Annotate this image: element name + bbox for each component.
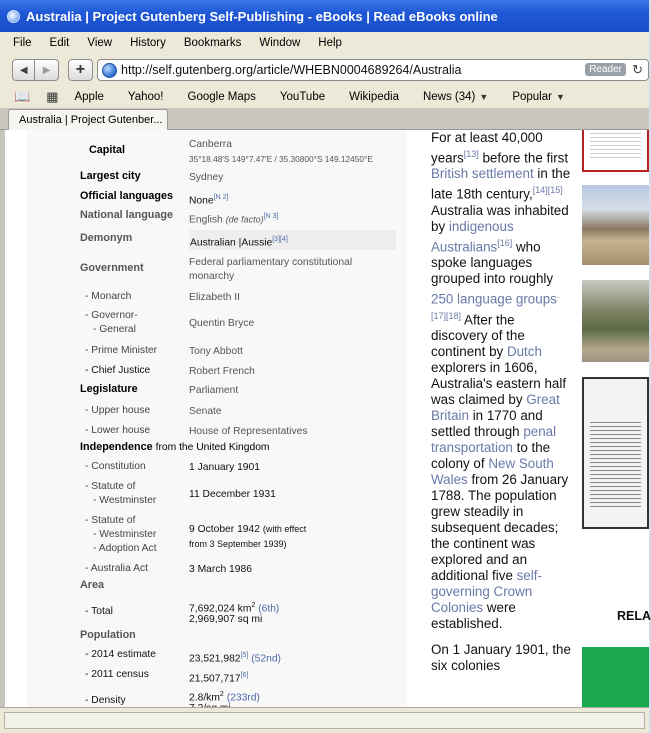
prime-minister-label: - Prime Minister	[85, 345, 157, 356]
capital-value[interactable]: Canberra	[189, 139, 232, 150]
globe-icon	[102, 63, 117, 78]
bookmark-apple[interactable]: Apple	[74, 91, 104, 103]
back-button[interactable]	[12, 59, 35, 81]
window-title: Australia | Project Gutenberg Self-Publishing - eBooks | Read eBooks online	[26, 8, 498, 24]
capital-label: Capital	[89, 144, 125, 156]
capital-coords[interactable]: 35°18.48′S 149°7.47′E / 35.30800°S 149.12450°E	[189, 154, 373, 164]
status-field	[4, 712, 645, 729]
bookmark-news-label: News (34)	[422, 91, 476, 103]
thumbnail-building-photo[interactable]	[582, 185, 649, 265]
article-body	[431, 130, 571, 684]
government-label: Government	[80, 262, 144, 274]
reload-icon[interactable]: ↻	[632, 62, 643, 77]
official-languages-note[interactable]: [N 2]	[213, 194, 229, 201]
demonym-footnote[interactable]: [3][4]	[272, 236, 288, 243]
article-paragraph-1	[431, 130, 571, 632]
density-label: - Density	[85, 695, 126, 706]
menu-bookmarks[interactable]: Bookmarks	[183, 37, 242, 49]
lower-house-label: - Lower house	[85, 425, 150, 436]
estimate-2014-footnote[interactable]: [5]	[240, 652, 249, 659]
window-titlebar	[0, 0, 649, 32]
page-content	[0, 130, 649, 707]
chief-justice-value[interactable]: Robert French	[189, 366, 255, 377]
p1-ref-16[interactable]: [16]	[497, 237, 513, 248]
link-penal-transportation[interactable]: penal transportation	[431, 424, 557, 456]
governor-general-label-line1: Governor-	[91, 310, 138, 321]
menu-history[interactable]: History	[130, 37, 166, 49]
menu-help[interactable]: Help	[318, 37, 342, 49]
p1-text-9: to the colony of	[431, 440, 551, 472]
tab-australia[interactable]: Australia | Project Gutenber...	[8, 109, 168, 130]
status-bar	[0, 707, 649, 733]
link-british-settlement[interactable]: British settlement	[431, 166, 534, 182]
official-languages-text: None	[189, 195, 214, 207]
p1-text-8: in 1770 and settled through	[431, 408, 543, 440]
p1-text-6: After the discovery of the continent by	[431, 312, 525, 360]
statute-westminster-label-line2[interactable]: - Westminster	[93, 495, 156, 506]
governor-general-label	[85, 310, 138, 321]
forward-button[interactable]	[35, 59, 58, 81]
density-sq: 2	[219, 691, 224, 698]
bookmark-yahoo[interactable]: Yahoo!	[127, 91, 164, 103]
article-paragraph-2	[431, 642, 571, 674]
bookmark-popular[interactable]	[512, 91, 565, 103]
grid-icon[interactable]: ▦	[46, 89, 59, 104]
census-2011-value	[189, 669, 248, 686]
p1-text-5: who spoke languages grouped into roughly	[431, 239, 554, 287]
related-heading: RELA	[617, 609, 651, 623]
p1-ref-17-18[interactable]: .[17][18]	[431, 290, 560, 321]
government-value-line1[interactable]: Federal parliamentary constitutional	[189, 257, 353, 268]
demonym-label: Demonym	[80, 232, 133, 244]
official-languages-value	[189, 191, 228, 208]
total-value-line2: 2,969,907 sq mi	[189, 614, 263, 625]
p2-text-1: On 1 January 1901, the six colonies	[431, 642, 571, 674]
statute-adoption-date: 9 October 1942	[189, 524, 260, 535]
menu-bar	[0, 32, 649, 54]
area-label: Area	[80, 579, 105, 591]
address-bar[interactable]	[97, 59, 649, 81]
link-dutch[interactable]: Dutch	[506, 344, 542, 360]
p1-ref-13[interactable]: [13]	[463, 149, 479, 159]
green-banner[interactable]	[582, 647, 649, 707]
statute-adoption-label-line3[interactable]: - Adoption Act	[93, 543, 157, 554]
national-language-footnote[interactable]: [N 3]	[263, 213, 279, 220]
chief-justice-label: - Chief Justice	[85, 365, 150, 376]
monarch-value[interactable]: Elizabeth II	[189, 292, 240, 303]
dropdown-arrow-icon: ▼	[479, 92, 489, 102]
link-indigenous-australians[interactable]: indigenous Australians	[431, 218, 514, 255]
right-sidebar	[580, 130, 649, 707]
p1-text-10: from 26 January 1788. The population grew steadily in subsequent decades; the continent was explored and an additional five	[431, 472, 569, 584]
statute-adoption-label-line2[interactable]: - Westminster	[93, 529, 156, 540]
national-language-value	[189, 210, 278, 227]
total-rank[interactable]: (6th)	[258, 603, 280, 615]
thumbnail-document-1-lines	[590, 130, 641, 160]
menu-view[interactable]: View	[87, 37, 113, 49]
national-language-de-facto: (de facto)	[225, 214, 264, 225]
menu-edit[interactable]: Edit	[49, 37, 70, 49]
browser-app-icon	[7, 10, 20, 23]
reader-button[interactable]: Reader	[585, 63, 626, 76]
australia-act-value: 3 March 1986	[189, 564, 252, 575]
government-value-line2[interactable]: monarchy	[189, 271, 235, 282]
population-label: Population	[80, 629, 136, 641]
demonym-text: Australian |Aussie	[190, 237, 273, 249]
bookmark-google-maps[interactable]: Google Maps	[187, 91, 256, 103]
thumbnail-document-2-title	[584, 379, 647, 413]
census-2011-footnote[interactable]: [6]	[240, 672, 249, 679]
link-250-language-groups[interactable]: 250 language groups	[431, 291, 557, 307]
statute-westminster-label-line1[interactable]: - Statute of	[85, 481, 135, 492]
upper-house-value[interactable]: Senate	[189, 406, 222, 417]
estimate-2014-label: - 2014 estimate	[85, 649, 156, 660]
plus-icon: +	[75, 61, 86, 78]
statute-adoption-label-line1[interactable]: - Statute of	[85, 515, 135, 526]
p1-text-1: For at least 40,000 years	[431, 130, 543, 166]
back-arrow-icon: ◀	[19, 64, 28, 76]
largest-city-value[interactable]: Sydney	[189, 172, 224, 183]
estimate-2014-number: 23,521,982	[189, 653, 241, 665]
lower-house-value[interactable]: House of Representatives	[189, 426, 308, 437]
total-km: 7,692,024 km	[189, 603, 252, 615]
menu-file[interactable]: File	[13, 37, 32, 49]
governor-general-label-line2: - General	[93, 324, 136, 335]
constitution-value: 1 January 1901	[189, 462, 260, 473]
p1-text-7: explorers in 1606, Australia's eastern half was claimed by	[431, 360, 567, 408]
independence-from: from the United Kingdom	[155, 442, 270, 453]
bookmarks-bar	[0, 86, 649, 108]
link-self-governing-crown-colonies[interactable]: self-governing Crown Colonies	[431, 568, 542, 616]
estimate-2014-value	[189, 649, 281, 666]
governor-general-value[interactable]: Quentin Bryce	[189, 318, 255, 329]
monarch-label: - Monarch	[85, 291, 131, 302]
total-km-sq: 2	[251, 602, 256, 609]
url-text[interactable]: http://self.gutenberg.org/article/WHEBN0004689264/Australia	[121, 63, 462, 77]
p1-text-11: were established.	[431, 600, 516, 632]
thumbnail-document-2-lines	[590, 419, 641, 509]
forward-arrow-icon: ▶	[42, 64, 51, 76]
dropdown-arrow-icon: ▼	[555, 92, 565, 102]
p1-text-4: Australia was inhabited by	[431, 202, 569, 234]
infobox	[27, 130, 407, 707]
density-number: 2.8/km	[189, 692, 220, 704]
census-2011-label: - 2011 census	[85, 669, 149, 680]
p1-ref-14-15[interactable]: [14][15]	[532, 185, 563, 196]
menu-window[interactable]: Window	[259, 37, 301, 49]
tab-strip	[0, 108, 649, 130]
bookmark-news[interactable]	[423, 91, 488, 103]
upper-house-label: - Upper house	[85, 405, 150, 416]
official-languages-label: Official languages	[80, 190, 173, 202]
statute-adoption-note-line1: (with effect	[262, 524, 307, 534]
independence-label: Independence	[80, 441, 153, 453]
prime-minister-value[interactable]: Tony Abbott	[189, 346, 243, 357]
census-2011-number: 21,507,717	[189, 673, 241, 685]
left-border	[0, 130, 5, 707]
independence-heading	[80, 441, 270, 453]
legislature-value[interactable]: Parliament	[189, 385, 239, 396]
estimate-2014-rank[interactable]: (52nd)	[251, 653, 281, 665]
book-icon[interactable]: 📖	[14, 89, 31, 104]
legislature-label: Legislature	[80, 383, 138, 395]
national-language-text[interactable]: English	[189, 214, 223, 226]
statute-westminster-value: 11 December 1931	[189, 489, 276, 500]
statute-adoption-value	[189, 522, 306, 537]
bookmark-wikipedia[interactable]: Wikipedia	[349, 91, 399, 103]
constitution-label[interactable]: - Constitution	[85, 461, 146, 472]
link-new-south-wales[interactable]: New South Wales	[431, 456, 554, 488]
australia-act-label[interactable]: - Australia Act	[85, 563, 148, 574]
thumbnail-document-1[interactable]	[582, 130, 649, 172]
bookmark-popular-label: Popular	[512, 91, 552, 103]
thumbnail-document-2[interactable]	[582, 377, 649, 529]
total-label: - Total	[85, 606, 113, 617]
bookmark-youtube[interactable]: YouTube	[279, 91, 326, 103]
national-language-label: National language	[80, 209, 173, 221]
thumbnail-landscape-photo[interactable]	[582, 280, 649, 362]
density-rank[interactable]: (233rd)	[226, 692, 260, 704]
demonym-value	[189, 230, 396, 250]
statute-adoption-note-line2: from 3 September 1939)	[189, 539, 287, 549]
p1-text-2: before the first	[478, 150, 569, 166]
largest-city-label: Largest city	[80, 170, 141, 182]
link-great-britain[interactable]: Great Britain	[431, 392, 560, 424]
p1-text-3: in the late 18th century,	[431, 166, 571, 202]
navigation-toolbar	[0, 54, 649, 86]
new-tab-button[interactable]	[68, 59, 93, 81]
